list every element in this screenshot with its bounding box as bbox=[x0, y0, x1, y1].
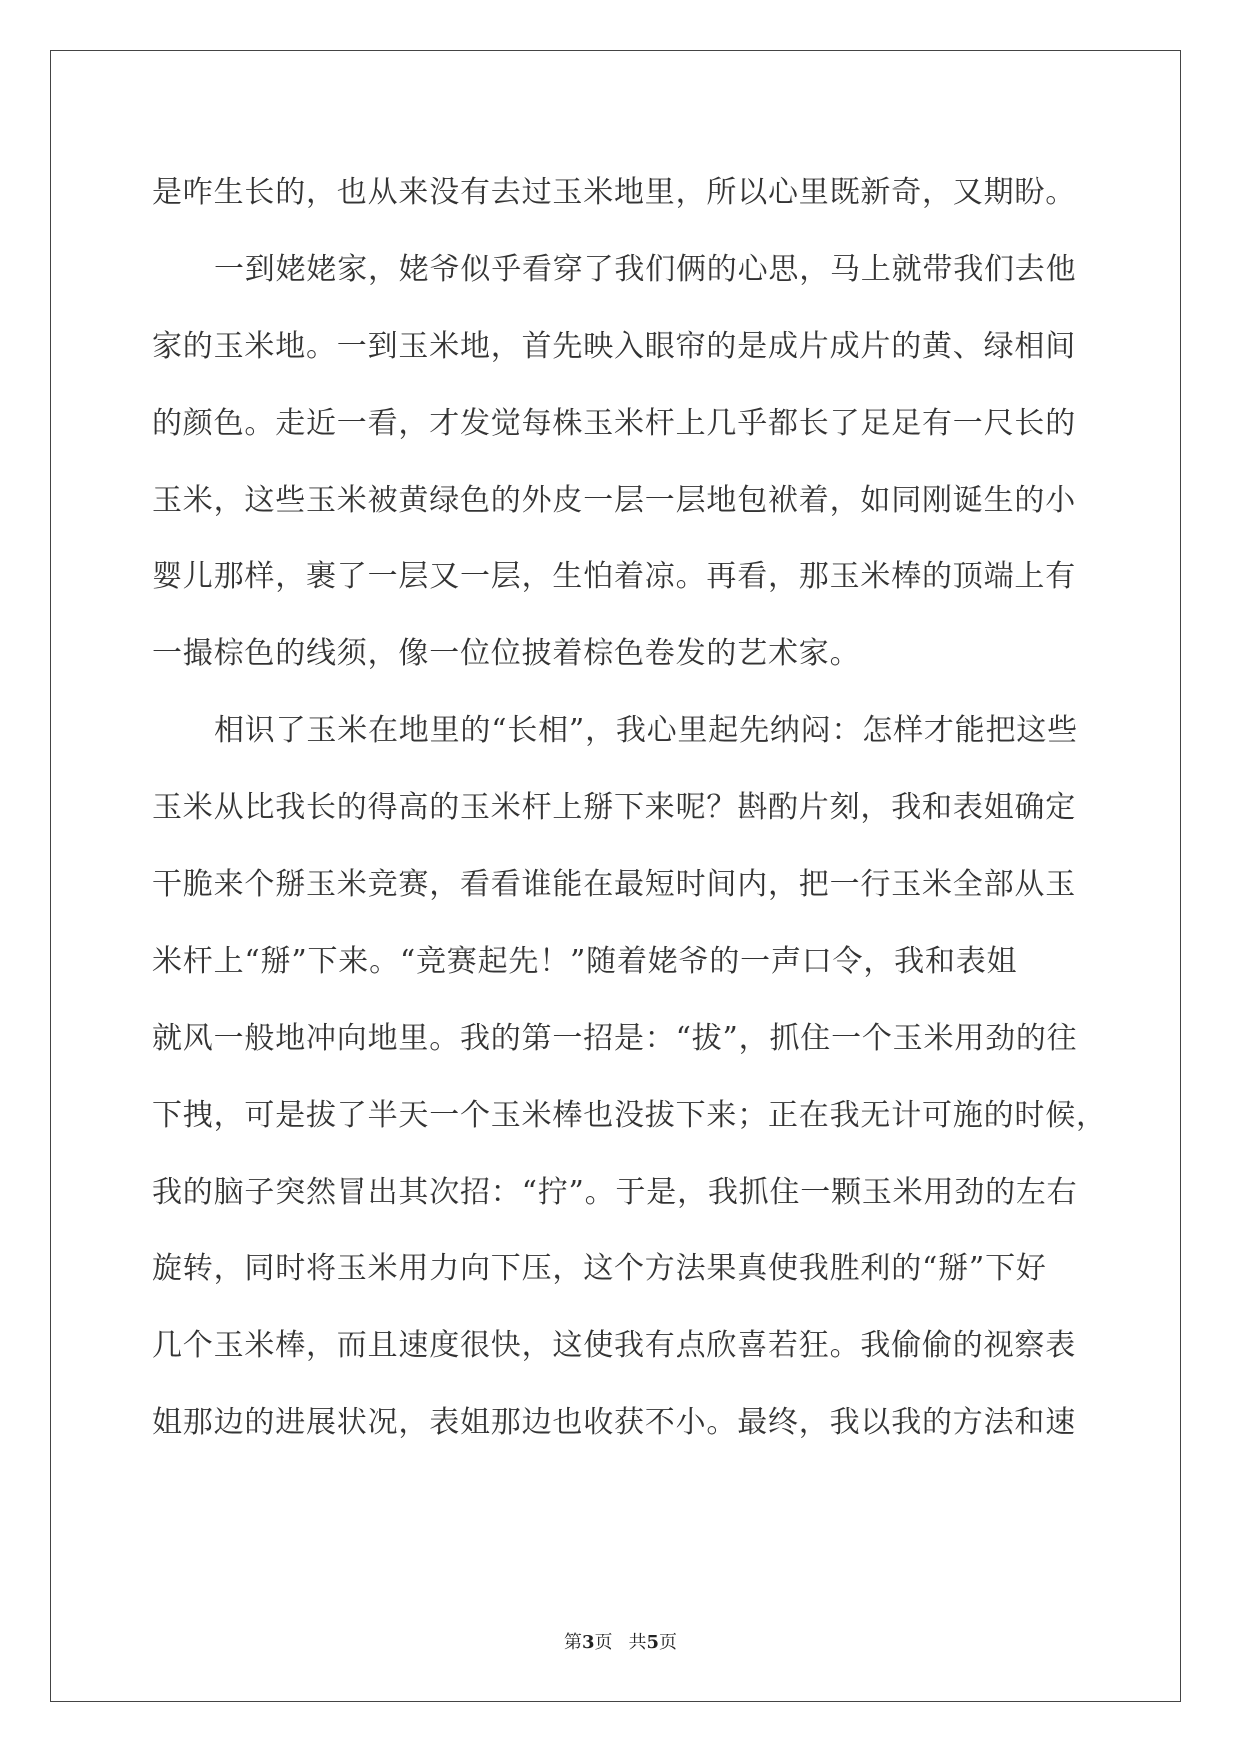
current-page-number: 3 bbox=[581, 1632, 595, 1653]
text-line: 下拽，可是拔了半天一个玉米棒也没拔下来；正在我无计可施的时候， bbox=[152, 1097, 1107, 1133]
document-body bbox=[152, 155, 1107, 1462]
total-prefix: 共 bbox=[628, 1632, 647, 1653]
paragraph-start-line: 一到姥姥家，姥爷似乎看穿了我们俩的心思，马上就带我们去他 bbox=[214, 251, 1077, 287]
text-line: 家的玉米地。一到玉米地，首先映入眼帘的是成片成片的黄、绿相间 bbox=[152, 328, 1076, 364]
text-line: 一撮棕色的线须，像一位位披着棕色卷发的艺术家。 bbox=[152, 636, 861, 672]
text-line: 姐那边的进展状况，表姐那边也收获不小。最终，我以我的方法和速 bbox=[152, 1405, 1076, 1441]
text-line: 旋转，同时将玉米用力向下压，这个方法果真使我胜利的“掰”下好 bbox=[152, 1251, 1047, 1287]
text-line: 的颜色。走近一看，才发觉每株玉米杆上几乎都长了足足有一尺长的 bbox=[152, 405, 1076, 441]
paragraph-start-line: 相识了玉米在地里的“长相”，我心里起先纳闷：怎样才能把这些 bbox=[214, 713, 1078, 749]
text-line: 婴儿那样，裹了一层又一层，生怕着凉。再看，那玉米棒的顶端上有 bbox=[152, 559, 1076, 595]
page-suffix: 页 bbox=[594, 1632, 613, 1653]
text-line: 玉米，这些玉米被黄绿色的外皮一层一层地包袱着，如同刚诞生的小 bbox=[152, 482, 1076, 518]
text-line: 米杆上“掰”下来。“竞赛起先！”随着姥爷的一声口令，我和表姐 bbox=[152, 943, 1018, 979]
text-line: 几个玉米棒，而且速度很快，这使我有点欣喜若狂。我偷偷的视察表 bbox=[152, 1328, 1076, 1364]
text-line: 玉米从比我长的得高的玉米杆上掰下来呢？斟酌片刻，我和表姐确定 bbox=[152, 790, 1076, 826]
page-footer bbox=[0, 1628, 1241, 1654]
total-page-count: 5 bbox=[646, 1632, 660, 1653]
text-line: 我的脑子突然冒出其次招：“拧”。于是，我抓住一颗玉米用劲的左右 bbox=[152, 1174, 1078, 1210]
page-prefix: 第 bbox=[563, 1632, 582, 1653]
text-line: 就风一般地冲向地里。我的第一招是：“拔”，抓住一个玉米用劲的往 bbox=[152, 1020, 1078, 1056]
text-line: 是咋生长的，也从来没有去过玉米地里，所以心里既新奇，又期盼。 bbox=[152, 175, 1076, 210]
text-line: 干脆来个掰玉米竞赛，看看谁能在最短时间内，把一行玉米全部从玉 bbox=[152, 867, 1076, 903]
total-suffix: 页 bbox=[659, 1632, 678, 1653]
